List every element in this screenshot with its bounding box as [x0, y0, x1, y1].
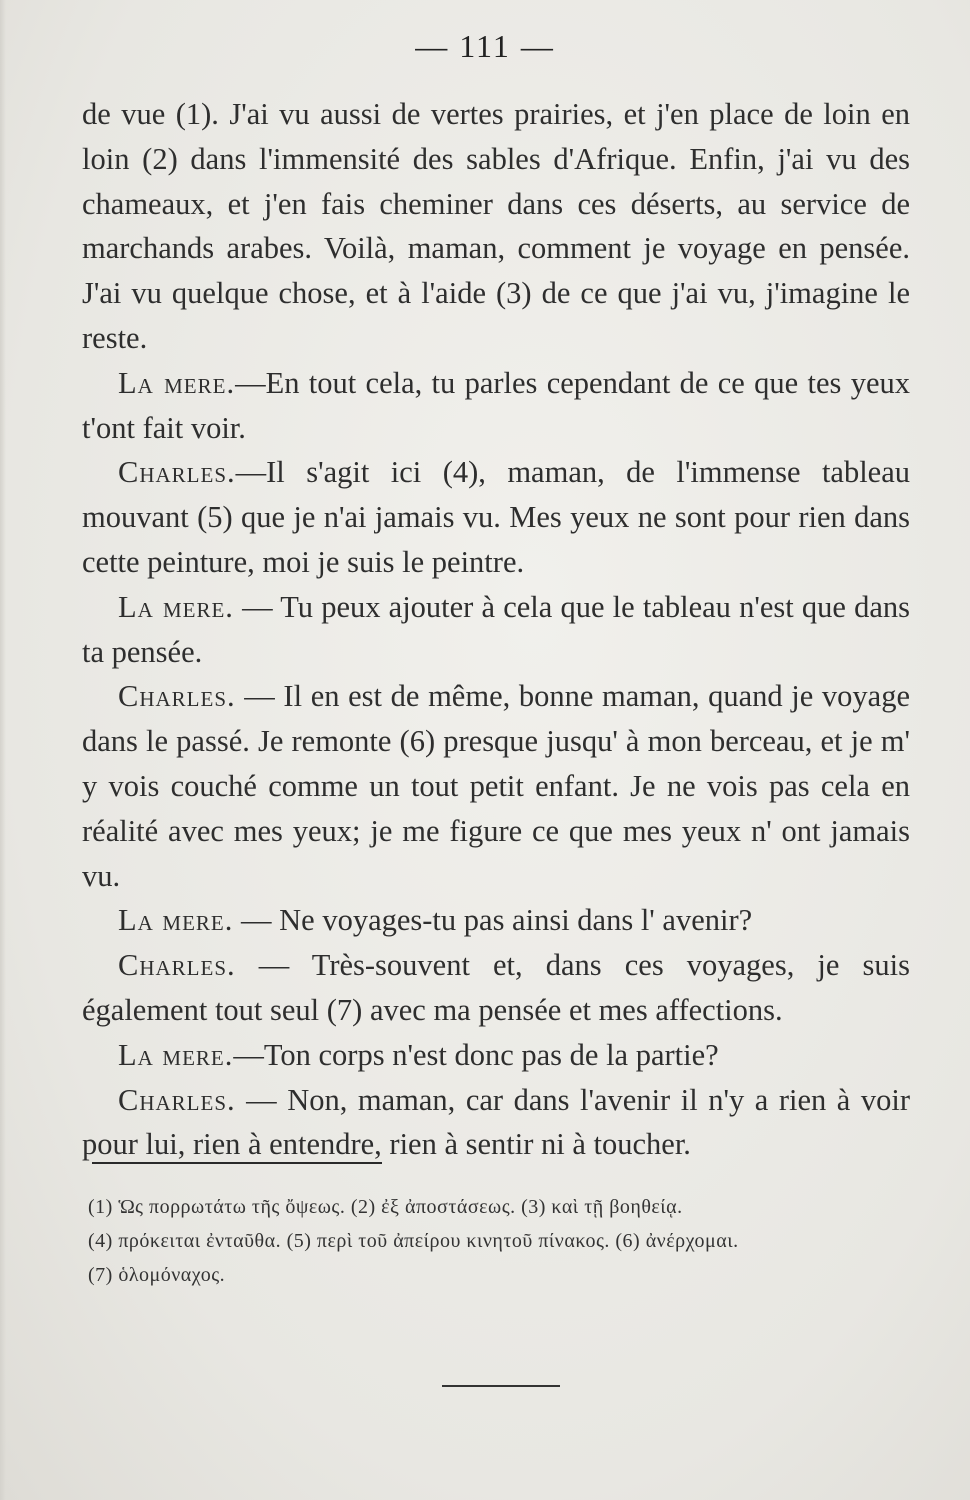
- footnote-line: (4) πρόκειται ἐνταῦθα. (5) περὶ τοῦ ἀπείρου κινητοῦ πίνακος. (6) ἀνέρχομαι.: [88, 1230, 739, 1252]
- dialogue-paragraph: [82, 898, 910, 943]
- paragraph-text: de vue (1). J'ai vu aussi de vertes prairies, et j'en place de loin en loin (2) dans l'immensité des sables d'Afrique. Enfin, j'ai vu des chameaux, et j'en fais cheminer dans ces déserts, au service de marchands arabes. Voilà, maman, comment je voyage en pensée. J'ai vu quelque chose, et à l'aide (3) de ce que j'ai vu, j'imagine le reste.: [82, 97, 910, 355]
- paragraph-continuation: [82, 92, 910, 361]
- dialogue-paragraph: [82, 585, 910, 675]
- page-number: — 111 —: [415, 28, 555, 64]
- end-ornament-rule: [442, 1385, 560, 1387]
- dialogue-text: —En tout cela, tu parles cependant de ce que tes yeux t'ont fait voir.: [82, 365, 910, 445]
- dialogue-text: —Il s'agit ici (4), maman, de l'immense tableau mouvant (5) que je n'ai jamais vu. Mes yeux ne sont pour rien dans cette peinture, moi je suis le peintre.: [82, 455, 910, 579]
- dialogue-text: — Il en est de même, bonne maman, quand je voyage dans le passé. Je remonte (6) presque jusqu' à mon berceau, et je m' y vois couché comme un tout petit enfant. Je ne vois pas cela en réalité avec mes yeux; je me figure ce que mes yeux n' ont jamais vu.: [82, 679, 910, 893]
- footnote-line: (7) ὁλομόναχος.: [88, 1264, 226, 1286]
- speaker-name: Charles.: [118, 679, 236, 714]
- dialogue-paragraph: [82, 1033, 910, 1078]
- dialogue-paragraph: [82, 1078, 910, 1168]
- footnotes: [88, 1190, 918, 1292]
- speaker-name: La mere.: [118, 365, 236, 400]
- dialogue-paragraph: [82, 361, 910, 451]
- body-text: [82, 92, 910, 1167]
- dialogue-paragraph: [82, 943, 910, 1033]
- speaker-name: Charles.: [118, 948, 236, 983]
- speaker-name: La mere.: [118, 589, 234, 624]
- dialogue-text: — Non, maman, car dans l'avenir il n'y a rien à voir pour lui, rien à entendre, rien à sentir ni à toucher.: [82, 1082, 910, 1162]
- speaker-name: La mere.: [118, 1037, 234, 1072]
- footnote-line: (1) Ὡς πορρωτάτω τῆς ὄψεως. (2) ἐξ ἀποστάσεως. (3) καὶ τῇ βοηθείᾳ.: [88, 1196, 683, 1218]
- dialogue-text: — Très-souvent et, dans ces voyages, je suis également tout seul (7) avec ma pensée et mes affections.: [82, 948, 910, 1027]
- speaker-name: Charles.: [118, 455, 236, 490]
- dialogue-text: — Tu peux ajouter à cela que le tableau n'est que dans ta pensée.: [82, 589, 910, 669]
- speaker-name: Charles.: [118, 1082, 236, 1117]
- footnote-separator-rule: [92, 1162, 382, 1164]
- speaker-name: La mere.: [118, 903, 234, 938]
- dialogue-paragraph: [82, 450, 910, 584]
- dialogue-text: —Ton corps n'est donc pas de la partie?: [233, 1037, 719, 1072]
- page-binding-edge: [0, 0, 6, 1500]
- dialogue-text: — Ne voyages-tu pas ainsi dans l' avenir?: [233, 903, 753, 938]
- dialogue-paragraph: [82, 674, 910, 898]
